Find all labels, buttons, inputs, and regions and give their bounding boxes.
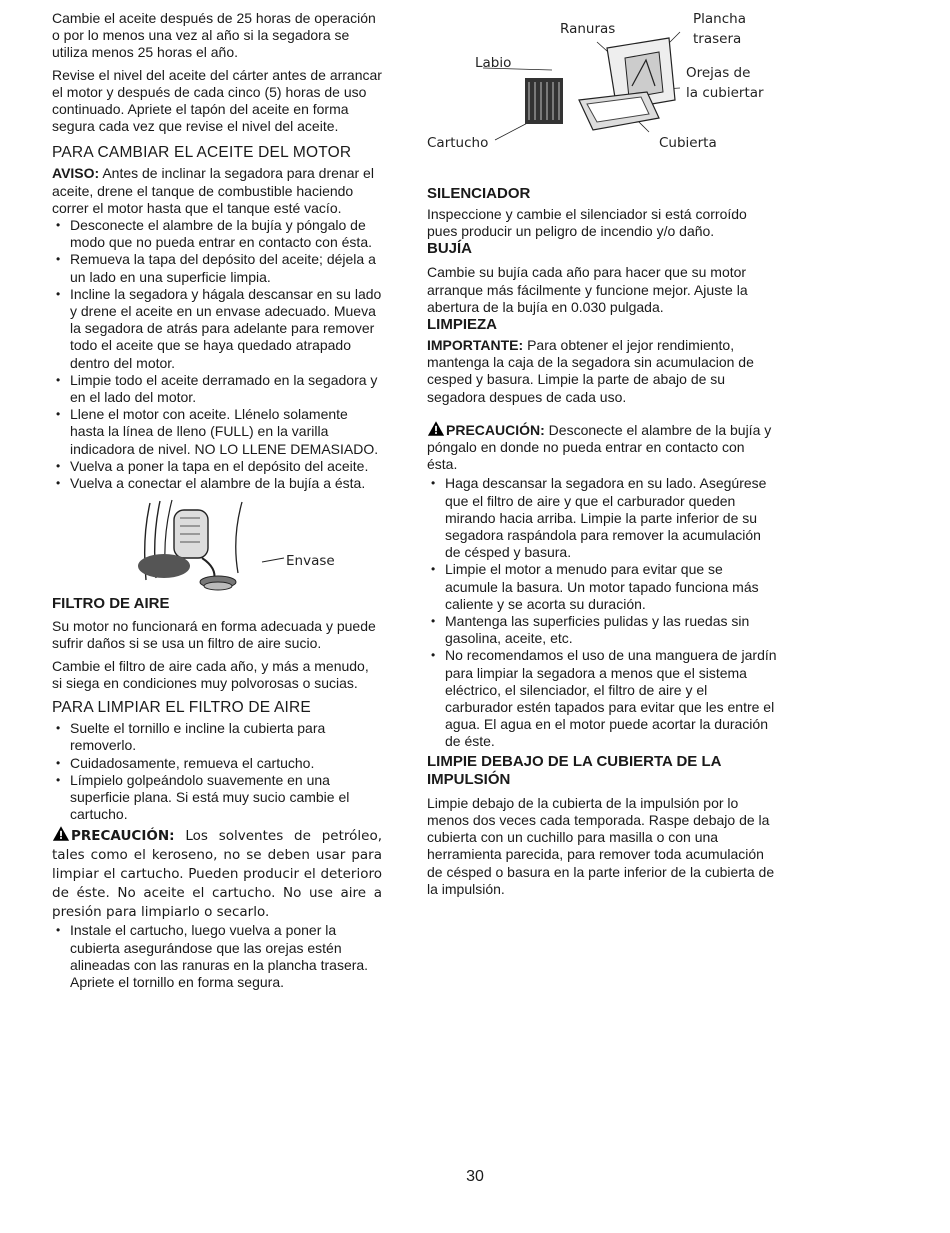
caution-paragraph — [52, 825, 382, 922]
oil-change-heading: PARA CAMBIAR EL ACEITE DEL MOTOR — [52, 144, 352, 162]
list-item: • Límpielo golpeándolo suavemente en una superficie plana. Si está muy sucio cambie el cartucho. — [52, 772, 382, 824]
aviso-label: AVISO: — [52, 165, 100, 182]
list-item: • Limpie el motor a menudo para evitar que se acumule la basura. Un motor tapado funciona más caliente y se acorta su duración. — [427, 561, 777, 613]
warning-icon — [427, 420, 445, 437]
list-item: • Suelte el tornillo e incline la cubierta para removerlo. — [52, 720, 382, 754]
spark-plug-heading: BUJÍA — [427, 240, 473, 258]
list-item: • No recomendamos el uso de una manguera de jardín para limpiar la segadora a menos que el sistema eléctrico, el silenciador, el filtro de aire y el carburador estén tapados para evitar que les entre el agua. El agua en el motor puede acortar la duración de éste. — [427, 647, 777, 750]
air-filter-paragraph-2: Cambie el filtro de aire cada año, y más a menudo, si siega en condiciones muy polvorosas o sucias. — [52, 657, 369, 691]
aviso-text: Antes de inclinar la segadora para drenar el aceite, drene el tanque de combustible haciendo correr el motor hasta que el tanque esté vacío. — [52, 165, 374, 216]
oil-steps-list — [52, 217, 382, 492]
list-item: • Mantenga las superficies pulidas y las ruedas sin gasolina, aceite, etc. — [427, 613, 777, 647]
list-item: • Cuidadosamente, remueva el cartucho. — [52, 755, 382, 772]
page-number: 30 — [466, 1168, 484, 1185]
figure-label-orejas: Orejas de — [686, 65, 751, 81]
intro-paragraph-2: Revise el nivel del aceite del cárter antes de arrancar el motor y después de cada cinco (5) horas de uso continuado. Apriete el tapón del aceite en forma segura cada vez que revise el nivel del aceite. — [52, 66, 382, 135]
caution-label: PRECAUCIÓN: — [446, 421, 545, 438]
left-column — [52, 10, 382, 991]
list-item: • Desconecte el alambre de la bujía y póngalo de modo que no pueda entrar en contacto con ésta. — [52, 217, 382, 251]
figure-label-ranuras: Ranuras — [560, 21, 616, 37]
caution-paragraph — [427, 420, 777, 474]
oil-drain-figure — [52, 498, 382, 593]
cleaning-steps-list — [427, 475, 777, 750]
oil-drain-illustration — [112, 498, 312, 593]
air-filter-paragraph-1: Su motor no funcionará en forma adecuada y puede sufrir daños si se usa un filtro de aire sucio. — [52, 618, 376, 652]
list-item: • Vuelva a conectar el alambre de la bujía a ésta. — [52, 475, 382, 492]
figure-label-plancha: Plancha — [693, 11, 746, 27]
figure-label-cubierta: Cubierta — [659, 135, 717, 151]
clean-filter-steps-list — [52, 720, 382, 823]
important-text: Para obtener el jejor rendimiento, mantenga la caja de la segadora sin acumulacion de cesped y basura. Limpie la parte de abajo de su segadora despues de cada uso. — [427, 337, 754, 405]
right-column — [427, 0, 777, 898]
caution-label: PRECAUCIÓN: — [71, 828, 175, 845]
list-item: • Vuelva a poner la tapa en el depósito del aceite. — [52, 458, 382, 475]
figure-label-cartucho: Cartucho — [427, 135, 489, 151]
deck-cleaning-paragraph: Limpie debajo de la cubierta de la impulsión por lo menos dos veces cada temporada. Raspe debajo de la cubierta con un cuchillo para masilla o con una herramienta parecida, para remover toda acumulación de césped o basura en la parte inferior de la cubierta de la impulsión. — [427, 794, 775, 897]
list-item: • Remueva la tapa del depósito del aceite; déjela a un lado en una superficie limpia. — [52, 251, 382, 285]
important-label: IMPORTANTE: — [427, 337, 524, 354]
figure-label-cubiertar: la cubiertar — [686, 85, 764, 101]
caution-text: Desconecte el alambre de la bujía y póngalo en donde no pueda entrar en contacto con ésta. — [427, 421, 772, 473]
warning-icon — [52, 825, 70, 842]
spark-plug-paragraph: Cambie su bujía cada año para hacer que su motor arranque más fácilmente y funcione mejor. Ajuste la abertura de la bujía en 0.030 pulgada. — [427, 264, 748, 315]
muffler-paragraph: Inspeccione y cambie el silenciador si está corroído pues producir un peligro de incendio y/o daño. — [427, 206, 747, 240]
list-item: • Llene el motor con aceite. Llénelo solamente hasta la línea de lleno (FULL) en la varilla indicadora de nivel. NO LO LLENE DEMASIADO. — [52, 406, 382, 458]
important-paragraph — [427, 337, 777, 406]
intro-paragraph-1: Cambie el aceite después de 25 horas de operación o por lo menos una vez al año si la segadora se utiliza menos 25 horas el año. — [52, 10, 376, 61]
cleaning-heading: LIMPIEZA — [427, 316, 497, 334]
aviso-paragraph — [52, 165, 382, 217]
muffler-heading: SILENCIADOR — [427, 185, 531, 202]
deck-cleaning-heading: LIMPIE DEBAJO DE LA CUBIERTA DE LA IMPULSIÓN — [427, 752, 721, 788]
list-item: • Incline la segadora y hágala descansar en su lado y drene el aceite en un envase adecuado. Mueva la segadora de atrás para adelante para remover todo el aceite que se haya quedado atrapado dentro del motor. — [52, 286, 382, 372]
figure-label-envase: Envase — [286, 553, 335, 570]
install-steps-list — [52, 922, 382, 991]
air-filter-heading: FILTRO DE AIRE — [52, 595, 170, 613]
list-item: • Limpie todo el aceite derramado en la segadora y en el lado del motor. — [52, 372, 382, 406]
list-item: • Haga descansar la segadora en su lado. Asegúrese que el filtro de aire y que el carburador queden mirando hacia arriba. Limpie la parte inferior de su segadora raspándola para remover la acumulación de césped y basura. — [427, 475, 777, 561]
figure-label-trasera: trasera — [693, 31, 742, 47]
air-filter-figure — [427, 0, 777, 175]
clean-filter-heading: PARA LIMPIAR EL FILTRO DE AIRE — [52, 699, 311, 717]
figure-label-labio: Labio — [475, 55, 512, 71]
caution-text: Los solventes de petróleo, tales como el keroseno, no se deben usar para limpiar el cartucho. Pueden producir el deterioro de éste. No aceite el cartucho. No use aire a presión para limpiarlo o secarlo. — [52, 828, 382, 921]
list-item: • Instale el cartucho, luego vuelva a poner la cubierta asegurándose que las orejas estén alineadas con las ranuras en la plancha trasera. Apriete el tornillo en forma segura. — [52, 922, 382, 991]
